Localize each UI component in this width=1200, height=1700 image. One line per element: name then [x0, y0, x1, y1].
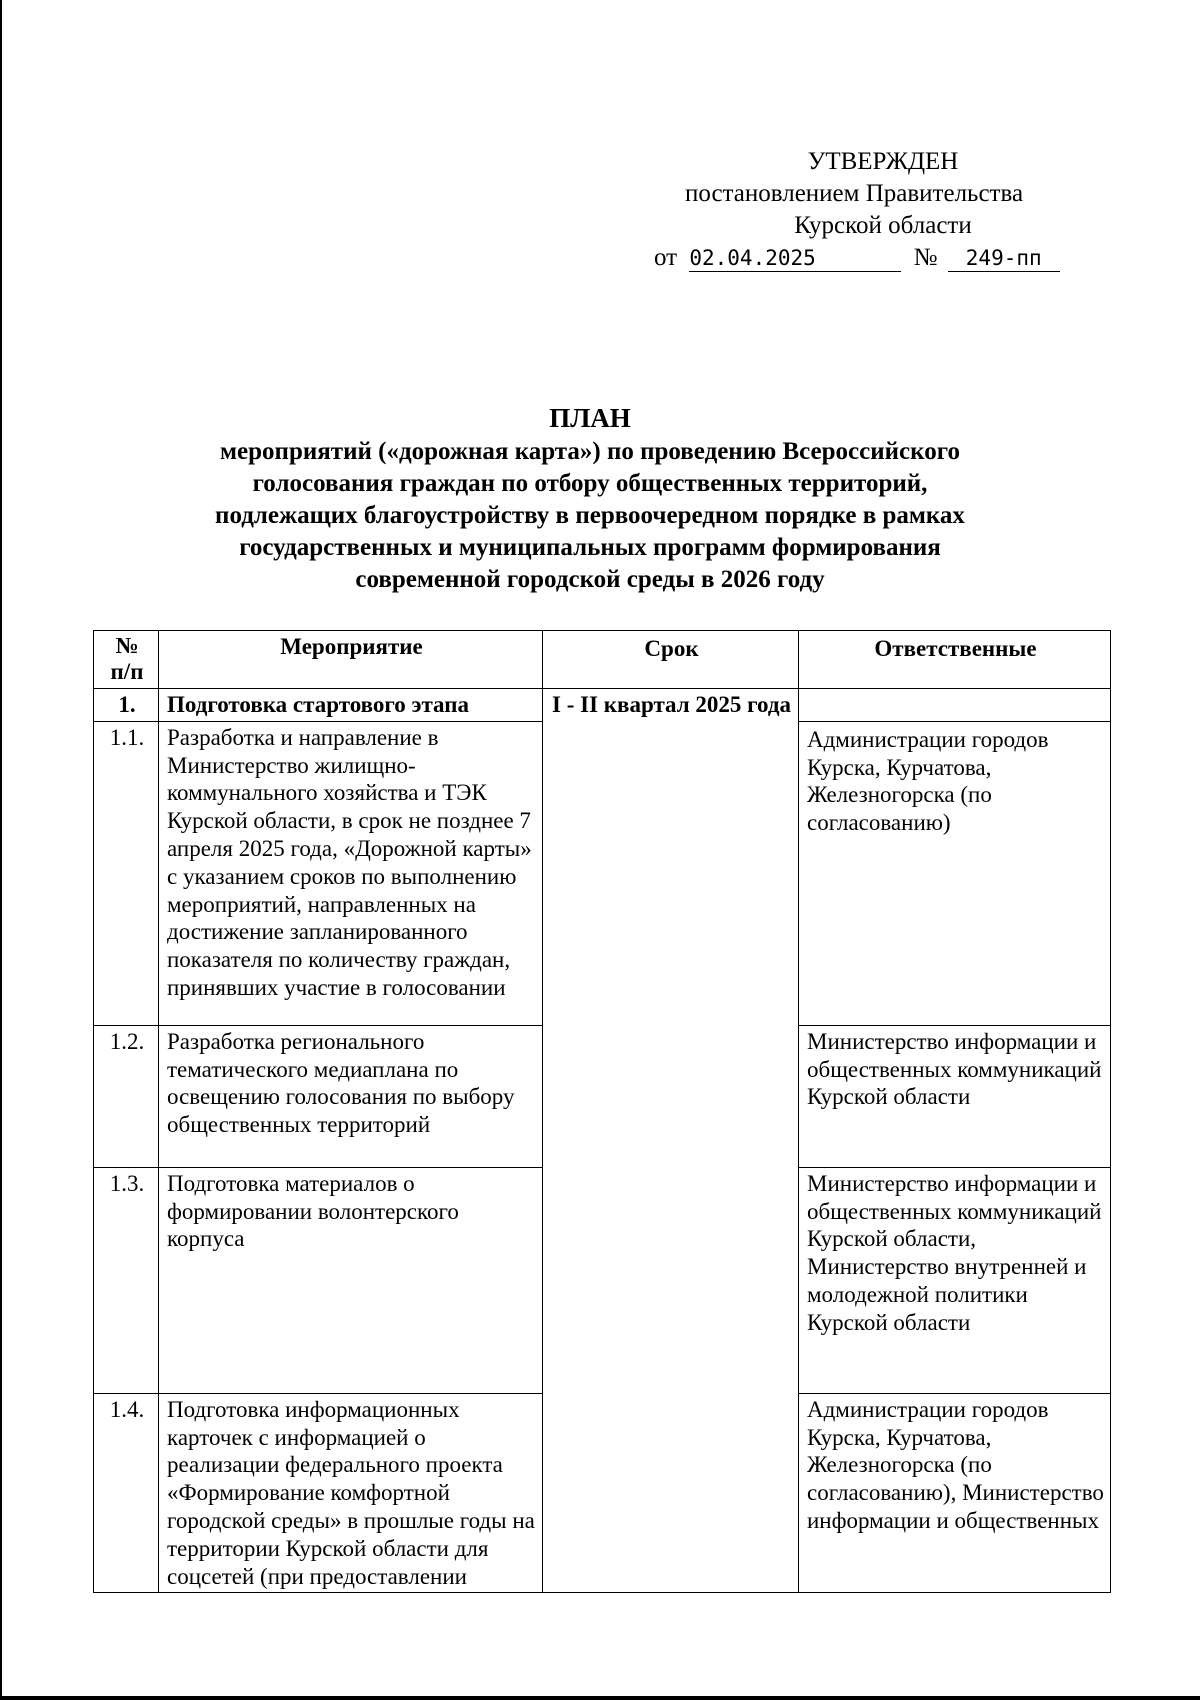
- header-number: № п/п: [94, 631, 159, 689]
- section-number: 1.: [94, 689, 159, 722]
- section-responsible-empty: [799, 689, 1111, 722]
- row-number: 1.3.: [94, 1167, 159, 1393]
- section-term: I - II квартал 2025 года: [543, 689, 799, 1593]
- row-number: 1.2.: [94, 1025, 159, 1167]
- section-row: [94, 689, 1111, 722]
- plan-subtitle-line: государственных и муниципальных программ формирования: [239, 534, 941, 561]
- page-bottom-edge: [0, 1696, 1200, 1700]
- approval-number: 249-пп: [965, 246, 1042, 270]
- approval-date: 02.04.2025: [689, 246, 816, 270]
- row-event: Подготовка информационных карточек с информацией о реализации федерального проекта «Формирование комфортной городской среды» в прошлые годы на территории Курской области для соцсетей (при предоставлении: [159, 1393, 543, 1593]
- plan-subtitle-line: мероприятий («дорожная карта») по проведению Всероссийского: [220, 438, 960, 465]
- row-event: Подготовка материалов о формировании волонтерского корпуса: [159, 1167, 543, 1393]
- plan-title-block: [150, 400, 1030, 596]
- approval-date-line: [644, 242, 1064, 274]
- roadmap-table: [93, 630, 1111, 1593]
- approval-title: УТВЕРЖДЕН: [807, 148, 959, 175]
- row-event: Разработка и направление в Министерство жилищно-коммунального хозяйства и ТЭК Курской области, в срок не позднее 7 апреля 2025 года, «Дорожной карты» с указанием сроков по выполнению мероприятий, направленных на достижение запланированного показателя по количеству граждан, принявших участие в голосовании: [159, 721, 543, 1025]
- plan-subtitle-line: современной городской среды в 2026 году: [355, 566, 825, 593]
- row-responsible: Министерство информации и общественных коммуникаций Курской области: [799, 1025, 1111, 1167]
- row-number: 1.4.: [94, 1393, 159, 1593]
- table-header-row: [94, 631, 1111, 689]
- header-responsible: Ответственные: [799, 631, 1111, 689]
- header-event: Мероприятие: [159, 631, 543, 689]
- plan-subtitle-line: голосования граждан по отбору общественных территорий,: [252, 470, 928, 497]
- plan-heading: ПЛАН: [549, 403, 631, 433]
- row-responsible: Администрации городов Курска, Курчатова, Железногорска (по согласованию): [799, 721, 1111, 1025]
- row-event: Разработка регионального тематического медиаплана по освещению голосования по выбору общественных территорий: [159, 1025, 543, 1167]
- row-responsible: Администрации городов Курска, Курчатова, Железногорска (по согласованию), Министерство информации и общественных: [799, 1393, 1111, 1593]
- approval-line-3: Курской области: [794, 212, 972, 239]
- plan-subtitle-line: подлежащих благоустройству в первоочередном порядке в рамках: [215, 502, 965, 529]
- row-responsible: Министерство информации и общественных коммуникаций Курской области, Министерство внутренней и молодежной политики Курской области: [799, 1167, 1111, 1393]
- page-left-edge: [0, 0, 2, 1700]
- header-term: Срок: [543, 631, 799, 689]
- approval-stamp: [644, 146, 1064, 274]
- row-number: 1.1.: [94, 721, 159, 1025]
- approval-line-2: постановлением Правительства: [684, 180, 1024, 207]
- date-prefix: от: [654, 244, 678, 271]
- section-title: Подготовка стартового этапа: [159, 689, 543, 722]
- number-prefix: №: [913, 244, 938, 271]
